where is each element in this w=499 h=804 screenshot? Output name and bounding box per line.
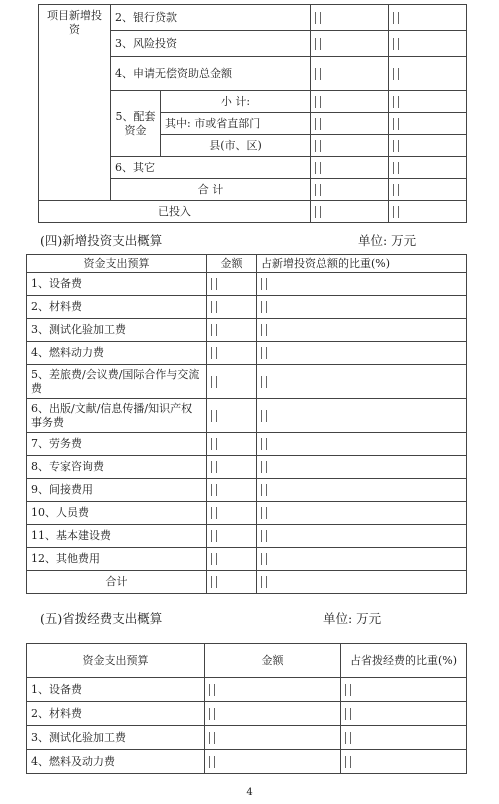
cell-input[interactable] — [207, 525, 257, 548]
row-invested: 已投入 — [39, 201, 311, 223]
cell-input[interactable] — [257, 479, 467, 502]
header-ratio: 占省拨经费的比重(%) — [341, 644, 467, 678]
table-row: 7、劳务费 — [27, 433, 207, 456]
cell-input[interactable] — [341, 678, 467, 702]
table-row: 5、差旅费/会议费/国际合作与交流费 — [27, 365, 207, 399]
cell-input[interactable] — [389, 179, 467, 201]
table-row: 2、材料费 — [27, 702, 205, 726]
cell-input[interactable] — [389, 5, 467, 31]
cell-input[interactable] — [257, 399, 467, 433]
cell-input[interactable] — [257, 502, 467, 525]
cell-input[interactable] — [389, 57, 467, 91]
cell-input[interactable] — [207, 548, 257, 571]
cell-input[interactable] — [257, 548, 467, 571]
table-row: 4、燃料动力费 — [27, 342, 207, 365]
cell-input[interactable] — [257, 433, 467, 456]
cell-input[interactable] — [311, 135, 389, 157]
header-amount: 金额 — [207, 255, 257, 273]
cell-input[interactable] — [311, 113, 389, 135]
table-row: 2、材料费 — [27, 296, 207, 319]
cell-input[interactable] — [207, 319, 257, 342]
cell-input[interactable] — [389, 91, 467, 113]
cell-input[interactable] — [341, 726, 467, 750]
section4-unit: 单位: 万元 — [358, 233, 417, 248]
cell-input[interactable] — [341, 702, 467, 726]
cell-input[interactable] — [207, 365, 257, 399]
page-number: 4 — [246, 787, 253, 798]
table-row: 1、设备费 — [27, 678, 205, 702]
cell-input[interactable] — [205, 678, 341, 702]
cell-input[interactable] — [389, 157, 467, 179]
cell-input[interactable] — [205, 702, 341, 726]
cell-input[interactable] — [257, 525, 467, 548]
cell-input[interactable] — [207, 342, 257, 365]
row-match-label: 5、配套资金 — [111, 91, 161, 157]
cell-input[interactable] — [311, 157, 389, 179]
row-bank-loan: 2、银行贷款 — [111, 5, 311, 31]
table-row: 3、测试化验加工费 — [27, 319, 207, 342]
cell-input[interactable] — [207, 273, 257, 296]
table-row: 8、专家咨询费 — [27, 456, 207, 479]
cell-input[interactable] — [311, 201, 389, 223]
cell-input[interactable] — [257, 365, 467, 399]
cell-input[interactable] — [311, 91, 389, 113]
cell-input[interactable] — [257, 296, 467, 319]
row-among-city: 其中: 市或省直部门 — [161, 113, 311, 135]
row-subtotal: 小 计: — [161, 91, 311, 113]
table-row: 11、基本建设费 — [27, 525, 207, 548]
table-row: 9、间接费用 — [27, 479, 207, 502]
section5-title: (五)省拨经费支出概算 — [40, 611, 163, 626]
investment-table — [38, 4, 467, 223]
cell-input[interactable] — [389, 31, 467, 57]
cell-input[interactable] — [207, 296, 257, 319]
cell-input[interactable] — [257, 273, 467, 296]
cell-input[interactable] — [205, 750, 341, 774]
cell-input[interactable] — [311, 31, 389, 57]
table-row: 10、人员费 — [27, 502, 207, 525]
group-label: 项目新增投资 — [39, 5, 111, 201]
table-row: 6、出版/文献/信息传播/知识产权事务费 — [27, 399, 207, 433]
table-row: 12、其他费用 — [27, 548, 207, 571]
cell-input[interactable] — [311, 5, 389, 31]
cell-input[interactable] — [257, 342, 467, 365]
table-row: 4、燃料及动力费 — [27, 750, 205, 774]
cell-input[interactable] — [389, 201, 467, 223]
header-budget: 资金支出预算 — [27, 255, 207, 273]
section5-table — [26, 643, 467, 774]
table-row: 1、设备费 — [27, 273, 207, 296]
cell-input[interactable] — [207, 479, 257, 502]
row-county: 县(市、区) — [161, 135, 311, 157]
table-row-total: 合计 — [27, 571, 207, 594]
section4-title: (四)新增投资支出概算 — [40, 233, 163, 248]
row-total: 合 计 — [111, 179, 311, 201]
cell-input[interactable] — [207, 571, 257, 594]
cell-input[interactable] — [341, 750, 467, 774]
section4-table — [26, 254, 467, 594]
cell-input[interactable] — [257, 571, 467, 594]
cell-input[interactable] — [207, 433, 257, 456]
cell-input[interactable] — [311, 179, 389, 201]
cell-input[interactable] — [389, 135, 467, 157]
header-amount: 金额 — [205, 644, 341, 678]
cell-input[interactable] — [207, 456, 257, 479]
cell-input[interactable] — [257, 456, 467, 479]
header-ratio: 占新增投资总额的比重(%) — [257, 255, 467, 273]
section5-unit: 单位: 万元 — [323, 611, 382, 626]
header-budget: 资金支出预算 — [27, 644, 205, 678]
row-free-grant: 4、申请无偿资助总金额 — [111, 57, 311, 91]
cell-input[interactable] — [207, 502, 257, 525]
table-row: 3、测试化验加工费 — [27, 726, 205, 750]
cell-input[interactable] — [389, 113, 467, 135]
cell-input[interactable] — [257, 319, 467, 342]
row-other: 6、其它 — [111, 157, 311, 179]
cell-input[interactable] — [207, 399, 257, 433]
cell-input[interactable] — [205, 726, 341, 750]
row-venture: 3、风险投资 — [111, 31, 311, 57]
cell-input[interactable] — [311, 57, 389, 91]
